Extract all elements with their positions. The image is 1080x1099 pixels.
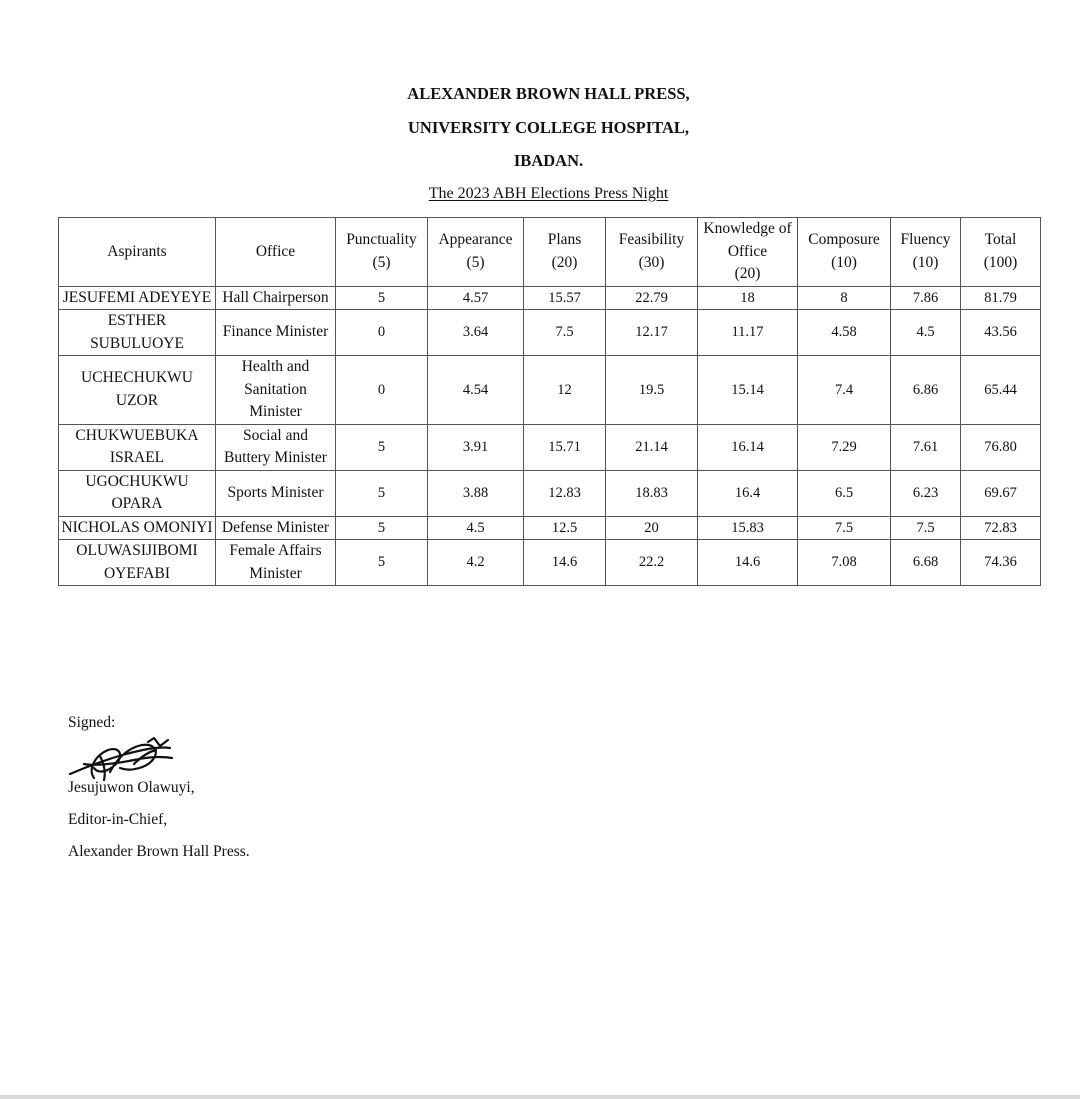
- aspirant-name: CHUKWUEBUKA ISRAEL: [59, 424, 216, 470]
- appearance-score: 4.2: [428, 540, 524, 586]
- plans-score: 7.5: [524, 310, 606, 356]
- office-name: Social and Buttery Minister: [216, 424, 336, 470]
- knowledge-score: 18: [698, 286, 798, 310]
- table-row: [59, 310, 1041, 356]
- plans-score: 15.71: [524, 424, 606, 470]
- plans-score: 12: [524, 356, 606, 425]
- office-name: Defense Minister: [216, 516, 336, 540]
- fluency-score: 7.5: [891, 516, 961, 540]
- punctuality-score: 5: [336, 470, 428, 516]
- total-score: 81.79: [961, 286, 1041, 310]
- signer-role: Editor-in-Chief,: [68, 811, 168, 828]
- total-score: 69.67: [961, 470, 1041, 516]
- appearance-score: 4.54: [428, 356, 524, 425]
- total-score: 76.80: [961, 424, 1041, 470]
- fluency-score: 6.68: [891, 540, 961, 586]
- feasibility-score: 12.17: [606, 310, 698, 356]
- total-score: 74.36: [961, 540, 1041, 586]
- appearance-score: 4.5: [428, 516, 524, 540]
- fluency-score: 6.86: [891, 356, 961, 425]
- table-row: [59, 540, 1041, 586]
- office-name: Female Affairs Minister: [216, 540, 336, 586]
- page-bottom-divider: [0, 1095, 1080, 1099]
- appearance-score: 3.64: [428, 310, 524, 356]
- office-name: Sports Minister: [216, 470, 336, 516]
- composure-score: 7.29: [798, 424, 891, 470]
- results-table: [58, 217, 1041, 586]
- signer-name: Jesujuwon Olawuyi,: [68, 779, 195, 796]
- feasibility-score: 18.83: [606, 470, 698, 516]
- punctuality-score: 5: [336, 286, 428, 310]
- plans-score: 15.57: [524, 286, 606, 310]
- publisher-name: ALEXANDER BROWN HALL PRESS,: [407, 84, 690, 103]
- header-composure: Composure (10): [798, 218, 891, 287]
- punctuality-score: 5: [336, 540, 428, 586]
- knowledge-score: 11.17: [698, 310, 798, 356]
- feasibility-score: 19.5: [606, 356, 698, 425]
- feasibility-score: 22.2: [606, 540, 698, 586]
- signed-label: Signed:: [68, 714, 116, 731]
- composure-score: 7.08: [798, 540, 891, 586]
- composure-score: 8: [798, 286, 891, 310]
- composure-score: 7.5: [798, 516, 891, 540]
- knowledge-score: 14.6: [698, 540, 798, 586]
- header-aspirants: Aspirants: [59, 218, 216, 287]
- office-name: Hall Chairperson: [216, 286, 336, 310]
- composure-score: 7.4: [798, 356, 891, 425]
- table-row: [59, 470, 1041, 516]
- aspirant-name: OLUWASIJIBOMI OYEFABI: [59, 540, 216, 586]
- plans-score: 12.83: [524, 470, 606, 516]
- header-knowledge: Knowledge of Office (20): [698, 218, 798, 287]
- signature-icon: [64, 734, 176, 784]
- city-name: IBADAN.: [513, 151, 584, 170]
- total-score: 43.56: [961, 310, 1041, 356]
- table-row: [59, 356, 1041, 425]
- fluency-score: 6.23: [891, 470, 961, 516]
- fluency-score: 7.86: [891, 286, 961, 310]
- header-appearance: Appearance (5): [428, 218, 524, 287]
- punctuality-score: 5: [336, 424, 428, 470]
- header-total: Total (100): [961, 218, 1041, 287]
- appearance-score: 3.88: [428, 470, 524, 516]
- appearance-score: 4.57: [428, 286, 524, 310]
- aspirant-name: JESUFEMI ADEYEYE: [59, 286, 216, 310]
- institution-name: UNIVERSITY COLLEGE HOSPITAL,: [407, 118, 690, 137]
- aspirant-name: NICHOLAS OMONIYI: [59, 516, 216, 540]
- table-row: [59, 516, 1041, 540]
- table-row: [59, 286, 1041, 310]
- appearance-score: 3.91: [428, 424, 524, 470]
- header-feasibility: Feasibility (30): [606, 218, 698, 287]
- punctuality-score: 0: [336, 310, 428, 356]
- aspirant-name: ESTHER SUBULUOYE: [59, 310, 216, 356]
- document-title: The 2023 ABH Elections Press Night: [428, 185, 669, 202]
- table-header-row: [59, 218, 1041, 287]
- composure-score: 4.58: [798, 310, 891, 356]
- aspirant-name: UCHECHUKWU UZOR: [59, 356, 216, 425]
- header-plans: Plans (20): [524, 218, 606, 287]
- table-row: [59, 424, 1041, 470]
- knowledge-score: 16.14: [698, 424, 798, 470]
- signer-organization: Alexander Brown Hall Press.: [68, 843, 250, 860]
- fluency-score: 7.61: [891, 424, 961, 470]
- feasibility-score: 21.14: [606, 424, 698, 470]
- total-score: 65.44: [961, 356, 1041, 425]
- header-punctuality: Punctuality (5): [336, 218, 428, 287]
- office-name: Health and Sanitation Minister: [216, 356, 336, 425]
- feasibility-score: 22.79: [606, 286, 698, 310]
- header-fluency: Fluency (10): [891, 218, 961, 287]
- plans-score: 12.5: [524, 516, 606, 540]
- composure-score: 6.5: [798, 470, 891, 516]
- plans-score: 14.6: [524, 540, 606, 586]
- office-name: Finance Minister: [216, 310, 336, 356]
- aspirant-name: UGOCHUKWU OPARA: [59, 470, 216, 516]
- punctuality-score: 5: [336, 516, 428, 540]
- fluency-score: 4.5: [891, 310, 961, 356]
- knowledge-score: 16.4: [698, 470, 798, 516]
- total-score: 72.83: [961, 516, 1041, 540]
- punctuality-score: 0: [336, 356, 428, 425]
- knowledge-score: 15.14: [698, 356, 798, 425]
- header-office: Office: [216, 218, 336, 287]
- feasibility-score: 20: [606, 516, 698, 540]
- knowledge-score: 15.83: [698, 516, 798, 540]
